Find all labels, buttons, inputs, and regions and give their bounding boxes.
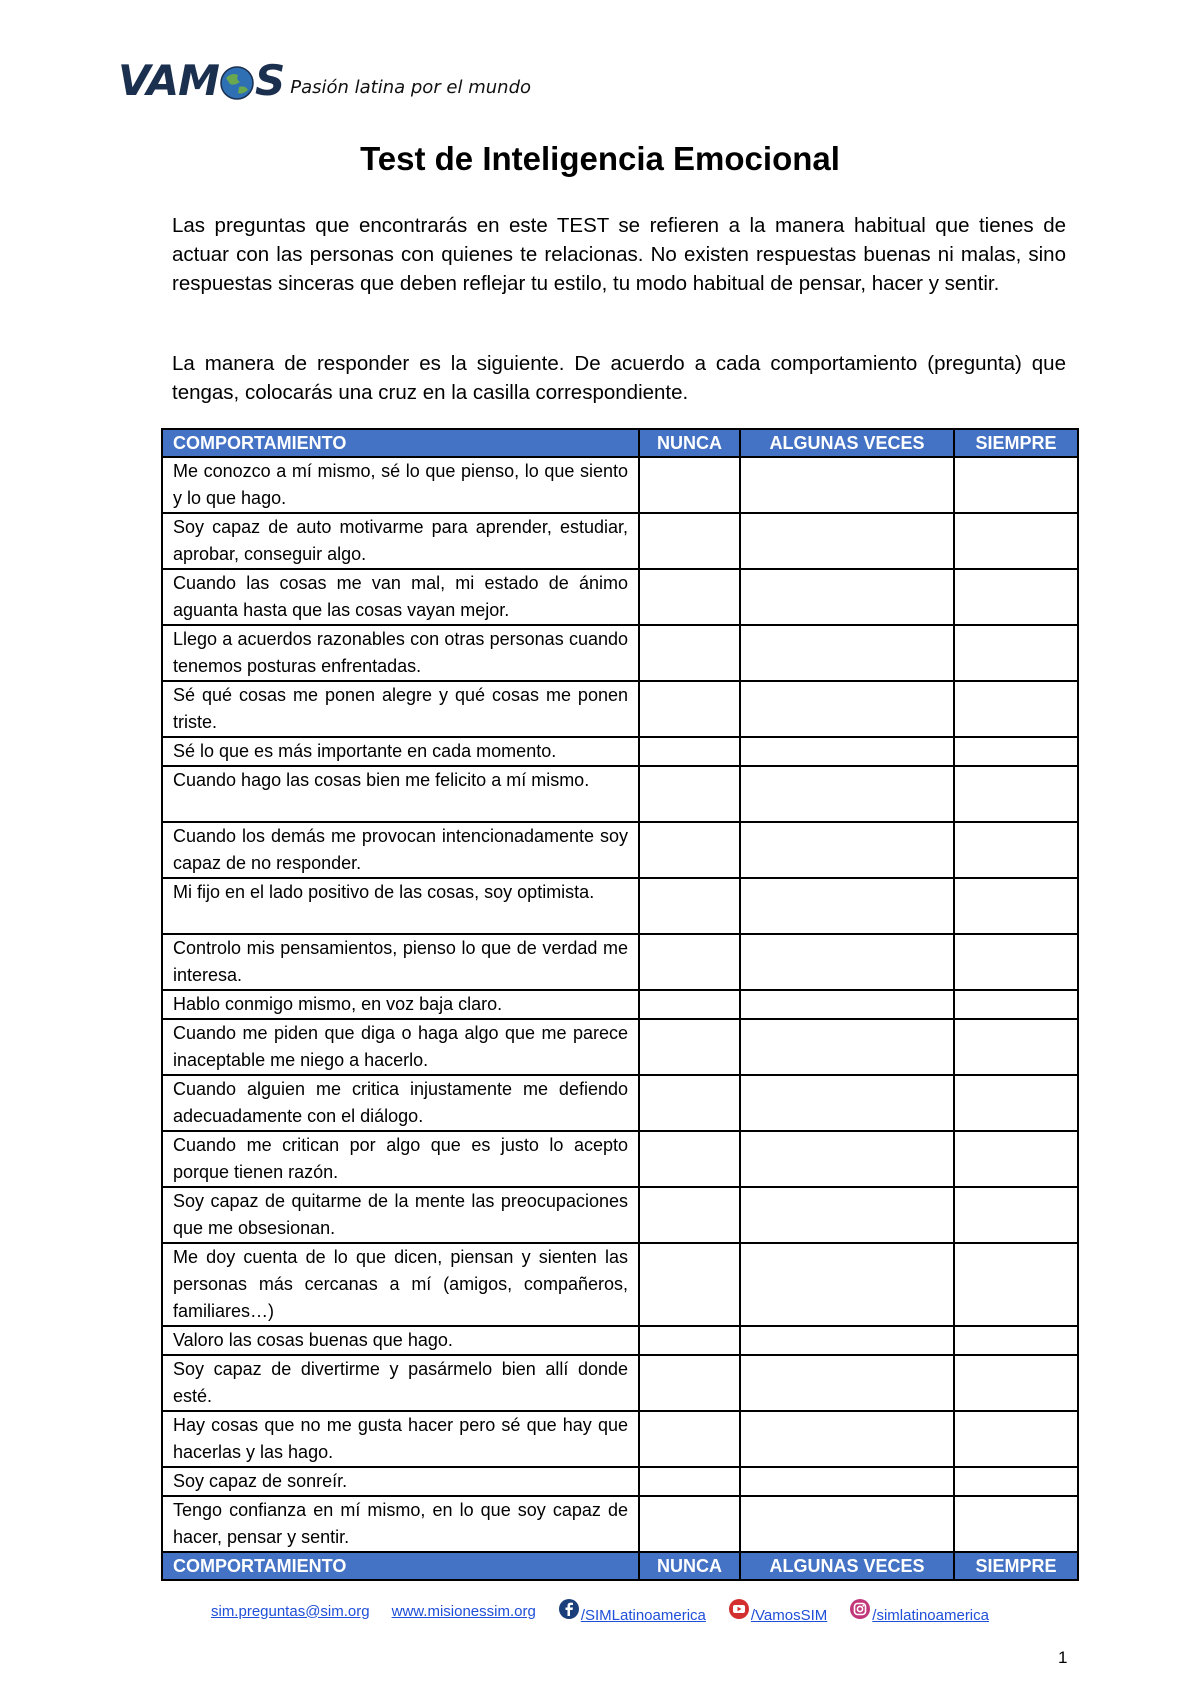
siempre-cell[interactable] bbox=[954, 1075, 1078, 1131]
intro-paragraph-2: La manera de responder es la siguiente. De acuerdo a cada comportamiento (pregunta) que tengas, colocarás una cruz en la casilla correspondiente. bbox=[172, 352, 1066, 404]
siempre-cell[interactable] bbox=[954, 878, 1078, 934]
siempre-cell[interactable] bbox=[954, 1187, 1078, 1243]
algunas-veces-cell[interactable] bbox=[740, 1326, 954, 1355]
table-row bbox=[162, 737, 1078, 766]
question-text: Cuando los demás me provocan intencionadamente soy capaz de no responder. bbox=[162, 822, 639, 878]
algunas-veces-cell[interactable] bbox=[740, 681, 954, 737]
page-number: 1 bbox=[1058, 1648, 1068, 1667]
table-row bbox=[162, 934, 1078, 990]
table-row bbox=[162, 1467, 1078, 1496]
nunca-cell[interactable] bbox=[639, 513, 740, 569]
table-row bbox=[162, 1075, 1078, 1131]
siempre-cell[interactable] bbox=[954, 766, 1078, 822]
youtube-link[interactable]: /VamosSIM bbox=[750, 1607, 828, 1624]
question-text: Soy capaz de divertirme y pasármelo bien allí donde esté. bbox=[162, 1355, 639, 1411]
table-row bbox=[162, 1187, 1078, 1243]
siempre-cell[interactable] bbox=[954, 1411, 1078, 1467]
nunca-cell[interactable] bbox=[639, 822, 740, 878]
algunas-veces-cell[interactable] bbox=[740, 1496, 954, 1552]
youtube-link-group[interactable] bbox=[728, 1598, 827, 1624]
question-text: Cuando las cosas me van mal, mi estado de ánimo aguanta hasta que las cosas vayan mejor. bbox=[162, 569, 639, 625]
nunca-cell[interactable] bbox=[639, 1019, 740, 1075]
table-row bbox=[162, 1326, 1078, 1355]
nunca-cell[interactable] bbox=[639, 1187, 740, 1243]
table-row bbox=[162, 681, 1078, 737]
intro-paragraph-1: Las preguntas que encontrarás en este TEST se refieren a la manera habitual que tienes de actuar con las personas con quienes te relacionas. No existen respuestas buenas ni malas, sino respuestas sinceras que deben reflejar tu estilo, tu modo habitual de pensar, hacer y sentir. bbox=[172, 214, 1066, 295]
email-link[interactable]: sim.preguntas@sim.org bbox=[210, 1602, 370, 1620]
youtube-icon bbox=[728, 1598, 750, 1620]
nunca-cell[interactable] bbox=[639, 1496, 740, 1552]
siempre-cell[interactable] bbox=[954, 457, 1078, 513]
nunca-cell[interactable] bbox=[639, 681, 740, 737]
siempre-cell[interactable] bbox=[954, 1467, 1078, 1496]
siempre-cell[interactable] bbox=[954, 513, 1078, 569]
question-text: Me conozco a mí mismo, sé lo que pienso, lo que siento y lo que hago. bbox=[162, 457, 639, 513]
algunas-veces-cell[interactable] bbox=[740, 766, 954, 822]
question-text: Sé lo que es más importante en cada momento. bbox=[162, 737, 639, 766]
header-siempre: SIEMPRE bbox=[954, 1552, 1078, 1580]
globe-icon bbox=[220, 66, 254, 100]
logo-wordmark: VAM S bbox=[118, 56, 285, 105]
question-text: Hablo conmigo mismo, en voz baja claro. bbox=[162, 990, 639, 1019]
algunas-veces-cell[interactable] bbox=[740, 1467, 954, 1496]
question-text: Me doy cuenta de lo que dicen, piensan y sienten las personas más cercanas a mí (amigos, compañeros, familiares…) bbox=[162, 1243, 639, 1326]
nunca-cell[interactable] bbox=[639, 1355, 740, 1411]
nunca-cell[interactable] bbox=[639, 1075, 740, 1131]
nunca-cell[interactable] bbox=[639, 1467, 740, 1496]
question-text: Cuando hago las cosas bien me felicito a mí mismo. bbox=[162, 766, 639, 822]
algunas-veces-cell[interactable] bbox=[740, 1355, 954, 1411]
table-header-row bbox=[162, 429, 1078, 457]
algunas-veces-cell[interactable] bbox=[740, 625, 954, 681]
nunca-cell[interactable] bbox=[639, 625, 740, 681]
nunca-cell[interactable] bbox=[639, 1131, 740, 1187]
header-nunca: NUNCA bbox=[639, 1552, 740, 1580]
nunca-cell[interactable] bbox=[639, 737, 740, 766]
header-comportamiento: COMPORTAMIENTO bbox=[162, 1552, 639, 1580]
algunas-veces-cell[interactable] bbox=[740, 569, 954, 625]
siempre-cell[interactable] bbox=[954, 737, 1078, 766]
instagram-link-group[interactable] bbox=[849, 1598, 989, 1624]
nunca-cell[interactable] bbox=[639, 766, 740, 822]
nunca-cell[interactable] bbox=[639, 990, 740, 1019]
algunas-veces-cell[interactable] bbox=[740, 1075, 954, 1131]
algunas-veces-cell[interactable] bbox=[740, 737, 954, 766]
algunas-veces-cell[interactable] bbox=[740, 878, 954, 934]
instagram-link[interactable]: /simlatinoamerica bbox=[872, 1607, 989, 1624]
header-comportamiento: COMPORTAMIENTO bbox=[162, 429, 639, 457]
siempre-cell[interactable] bbox=[954, 625, 1078, 681]
website-link[interactable]: www.misionessim.org bbox=[391, 1602, 536, 1620]
question-text: Mi fijo en el lado positivo de las cosas, soy optimista. bbox=[162, 878, 639, 934]
table-row bbox=[162, 1019, 1078, 1075]
table-row bbox=[162, 878, 1078, 934]
facebook-link[interactable]: /SIMLatinoamerica bbox=[580, 1607, 706, 1624]
table-row bbox=[162, 1355, 1078, 1411]
question-text: Tengo confianza en mí mismo, en lo que soy capaz de hacer, pensar y sentir. bbox=[162, 1496, 639, 1552]
table-row bbox=[162, 457, 1078, 513]
table-row bbox=[162, 1411, 1078, 1467]
question-text: Llego a acuerdos razonables con otras personas cuando tenemos posturas enfrentadas. bbox=[162, 625, 639, 681]
siempre-cell[interactable] bbox=[954, 990, 1078, 1019]
siempre-cell[interactable] bbox=[954, 681, 1078, 737]
question-text: Valoro las cosas buenas que hago. bbox=[162, 1326, 639, 1355]
nunca-cell[interactable] bbox=[639, 569, 740, 625]
question-text: Hay cosas que no me gusta hacer pero sé que hay que hacerlas y las hago. bbox=[162, 1411, 639, 1467]
header-siempre: SIEMPRE bbox=[954, 429, 1078, 457]
siempre-cell[interactable] bbox=[954, 1496, 1078, 1552]
algunas-veces-cell[interactable] bbox=[740, 1411, 954, 1467]
algunas-veces-cell[interactable] bbox=[740, 822, 954, 878]
table-row bbox=[162, 625, 1078, 681]
siempre-cell[interactable] bbox=[954, 934, 1078, 990]
nunca-cell[interactable] bbox=[639, 457, 740, 513]
table-row bbox=[162, 990, 1078, 1019]
nunca-cell[interactable] bbox=[639, 1411, 740, 1467]
algunas-veces-cell[interactable] bbox=[740, 1131, 954, 1187]
algunas-veces-cell[interactable] bbox=[740, 457, 954, 513]
siempre-cell[interactable] bbox=[954, 1019, 1078, 1075]
table-row bbox=[162, 1243, 1078, 1326]
algunas-veces-cell[interactable] bbox=[740, 1019, 954, 1075]
table-row bbox=[162, 822, 1078, 878]
algunas-veces-cell[interactable] bbox=[740, 1187, 954, 1243]
question-text: Controlo mis pensamientos, pienso lo que de verdad me interesa. bbox=[162, 934, 639, 990]
algunas-veces-cell[interactable] bbox=[740, 513, 954, 569]
question-text: Cuando me critican por algo que es justo lo acepto porque tienen razón. bbox=[162, 1131, 639, 1187]
siempre-cell[interactable] bbox=[954, 1243, 1078, 1326]
question-text: Soy capaz de quitarme de la mente las preocupaciones que me obsesionan. bbox=[162, 1187, 639, 1243]
table-row bbox=[162, 569, 1078, 625]
question-text: Soy capaz de auto motivarme para aprender, estudiar, aprobar, conseguir algo. bbox=[162, 513, 639, 569]
table-row bbox=[162, 513, 1078, 569]
instagram-icon bbox=[849, 1598, 871, 1620]
test-table bbox=[161, 428, 1079, 1581]
question-text: Sé qué cosas me ponen alegre y qué cosas me ponen triste. bbox=[162, 681, 639, 737]
algunas-veces-cell[interactable] bbox=[740, 1243, 954, 1326]
header-algunas-veces: ALGUNAS VECES bbox=[740, 429, 954, 457]
siempre-cell[interactable] bbox=[954, 1326, 1078, 1355]
question-text: Cuando alguien me critica injustamente me defiendo adecuadamente con el diálogo. bbox=[162, 1075, 639, 1131]
algunas-veces-cell[interactable] bbox=[740, 990, 954, 1019]
page-title: Test de Inteligencia Emocional bbox=[360, 140, 840, 177]
table-row bbox=[162, 1496, 1078, 1552]
nunca-cell[interactable] bbox=[639, 1243, 740, 1326]
siempre-cell[interactable] bbox=[954, 1131, 1078, 1187]
siempre-cell[interactable] bbox=[954, 1355, 1078, 1411]
header-nunca: NUNCA bbox=[639, 429, 740, 457]
nunca-cell[interactable] bbox=[639, 1326, 740, 1355]
header-algunas-veces: ALGUNAS VECES bbox=[740, 1552, 954, 1580]
nunca-cell[interactable] bbox=[639, 878, 740, 934]
footer bbox=[0, 1598, 1200, 1624]
facebook-icon bbox=[558, 1598, 580, 1620]
algunas-veces-cell[interactable] bbox=[740, 934, 954, 990]
question-text: Soy capaz de sonreír. bbox=[162, 1467, 639, 1496]
table-row bbox=[162, 1131, 1078, 1187]
vamos-logo bbox=[118, 52, 532, 105]
siempre-cell[interactable] bbox=[954, 569, 1078, 625]
table-footer-row bbox=[162, 1552, 1078, 1580]
table-row bbox=[162, 766, 1078, 822]
siempre-cell[interactable] bbox=[954, 822, 1078, 878]
logo-tagline: Pasión latina por el mundo bbox=[290, 77, 532, 98]
question-text: Cuando me piden que diga o haga algo que me parece inaceptable me niego a hacerlo. bbox=[162, 1019, 639, 1075]
facebook-link-group[interactable] bbox=[558, 1598, 706, 1624]
nunca-cell[interactable] bbox=[639, 934, 740, 990]
